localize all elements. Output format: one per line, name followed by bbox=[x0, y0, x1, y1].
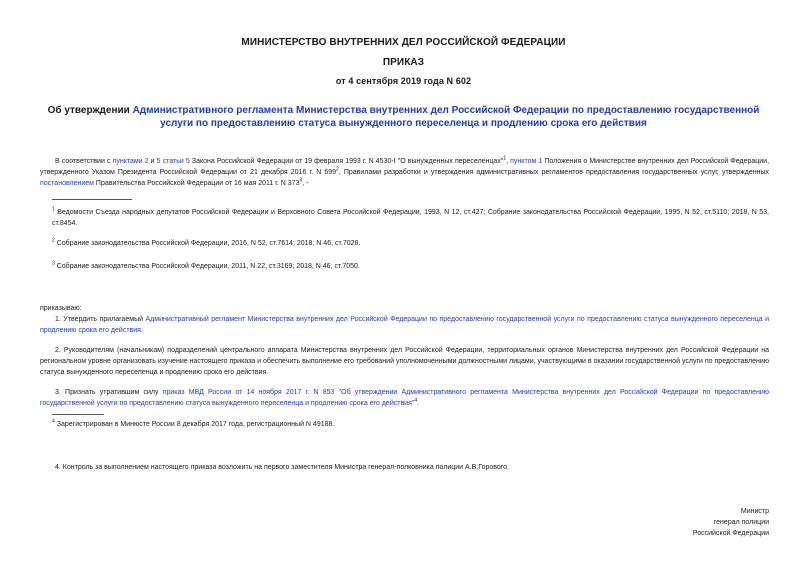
footnote-mark: 2 bbox=[52, 237, 55, 244]
item-1-prefix: 1. Утвердить прилагаемый bbox=[55, 316, 146, 323]
footnote-separator bbox=[52, 199, 132, 200]
item-1-suffix: . bbox=[140, 327, 143, 334]
item-3-suffix: . bbox=[417, 400, 420, 407]
order-word: приказываю: bbox=[40, 305, 82, 312]
footnote-text: Собрание законодательства Российской Федерации, 2016, N 52, ст.7614; 2018, N 46, ст.7028. bbox=[56, 240, 361, 247]
intro-text-3: Закона Российской Федерации от 19 февраля 1993 г. N 4530-I "О вынужденных переселенцах" bbox=[189, 158, 504, 165]
item-1-regulation-link[interactable]: Административный регламент Министерства внутренних дел Российской Федерации по предоставлению государственной услуги по предоставлению статуса вынужденного переселенца и продлению срока его действия bbox=[40, 316, 770, 334]
intro-text-6: , Правилами разработки и утверждения административных регламентов предоставления государственных услуг, утвержденных bbox=[338, 169, 769, 176]
ministry-heading: МИНИСТЕРСТВО ВНУТРЕННИХ ДЕЛ РОССИЙСКОЙ ФЕДЕРАЦИИ bbox=[241, 37, 566, 48]
item-1 bbox=[40, 314, 769, 336]
page-title bbox=[40, 104, 767, 130]
intro-link-article-5[interactable]: 5 статьи 5 bbox=[156, 158, 190, 165]
title-prefix: Об утверждении bbox=[47, 105, 133, 116]
intro-text-4: , bbox=[506, 158, 511, 165]
signature-line-1: Министр bbox=[740, 508, 769, 515]
intro-text-8: , - bbox=[302, 180, 309, 187]
intro-link-points-2[interactable]: пунктами 2 bbox=[112, 158, 149, 165]
footnote-text: Собрание законодательства Российской Федерации, 2011, N 22, ст.3169; 2018, N 46, ст.7050. bbox=[56, 263, 360, 270]
intro-paragraph bbox=[40, 156, 769, 189]
title-regulation-link[interactable]: Административного регламента Министерства внутренних дел Российской Федерации по предоставлению государственной услуги по предоставлению статуса вынужденного переселенца и продлению срока его действия bbox=[132, 105, 760, 129]
signature-block bbox=[693, 506, 769, 539]
item-4: 4. Контроль за выполнением настоящего приказа возложить на первого заместителя Министра генерал-полковника полиции А.В.Горового. bbox=[55, 464, 510, 471]
intro-link-point-1[interactable]: пунктом 1 bbox=[510, 158, 543, 165]
item-3-prefix: 3. Признать утратившим силу bbox=[55, 389, 163, 396]
item-3 bbox=[40, 387, 769, 409]
intro-text-7: Правительства Российской Федерации от 16 мая 2011 г. N 373 bbox=[93, 180, 300, 187]
footnote-mark: 1 bbox=[52, 206, 55, 213]
footnote-2 bbox=[52, 238, 769, 249]
footnote-text: Ведомости Съезда народных депутатов Российской Федерации и Верховного Совета Российской Федерации, 1993, N 12, ст.427; Собрание законодательства Российской Федерации, 1995, N 52, ст.5110; 2018, N 53, ст.8454. bbox=[52, 209, 769, 227]
footnote-ref-3[interactable]: 3 bbox=[299, 177, 303, 184]
doc-type-heading: ПРИКАЗ bbox=[382, 57, 425, 68]
footnote-1 bbox=[52, 207, 769, 229]
footnote-ref-2[interactable]: 2 bbox=[336, 166, 339, 173]
footnote-text: Зарегистрирован в Минюсте России 8 декабря 2017 года, регистрационный N 49188. bbox=[56, 421, 335, 428]
intro-text-5: Положения о Министерстве внутренних дел Российской Федерации, утвержденного Указом Президента Российской Федерации от 21 декабря 2016 г. N 699 bbox=[40, 158, 770, 176]
item-2: 2. Руководителям (начальникам) подразделений центрального аппарата Министерства внутренних дел Российской Федерации, территориальных органов Министерства внутренних дел Российской Федерации на региональном уровне организовать изучение настоящего приказа и обеспечить выполнение его требований уполномоченными должностными лицами, участвующими в оказании государственной услуги по предоставлению статуса вынужденного переселенца и продлению срока его действия. bbox=[40, 347, 769, 376]
signature-line-2: генерал полиции bbox=[713, 519, 769, 526]
footnote-4 bbox=[52, 419, 769, 430]
footnote-3 bbox=[52, 261, 769, 272]
footnote-ref-1[interactable]: 1 bbox=[503, 155, 507, 162]
footnote-separator-2 bbox=[52, 414, 104, 415]
footnote-mark: 3 bbox=[52, 260, 55, 267]
date-number-heading: от 4 сентября 2019 года N 602 bbox=[335, 76, 472, 86]
intro-text-2: и bbox=[148, 158, 157, 165]
footnote-mark: 4 bbox=[52, 418, 55, 425]
item-3-order-link[interactable]: приказ МВД России от 14 ноября 2017 г. N 853 "Об утверждении Административного регламента Министерства внутренних дел Российской Федерации по предоставлению государственной услуги по предоставлению статуса вынужденного переселенца и продлению срока его действия" bbox=[40, 389, 769, 407]
intro-text-1: В соответствии с bbox=[55, 158, 113, 165]
intro-link-resolution[interactable]: постановлением bbox=[40, 180, 94, 187]
footnote-ref-4[interactable]: 4 bbox=[414, 397, 418, 404]
signature-line-3: Российской Федерации bbox=[692, 530, 769, 537]
